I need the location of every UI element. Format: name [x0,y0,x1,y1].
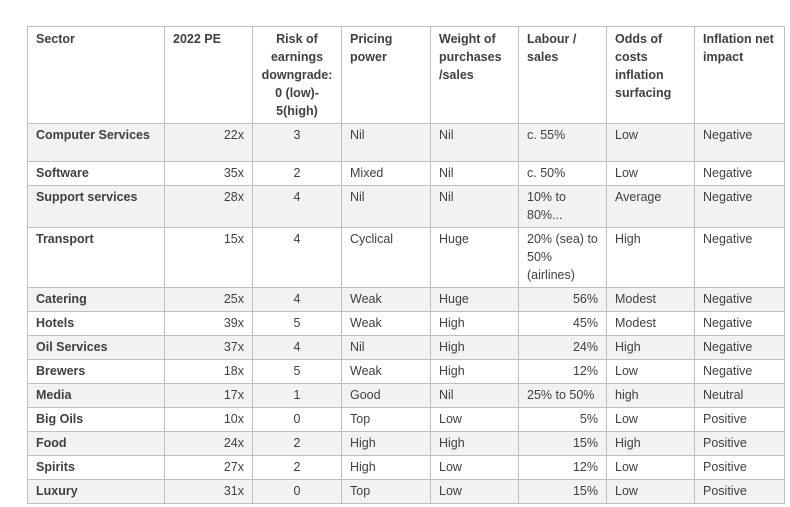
cell-pe: 22x [165,124,253,162]
table-row [28,408,785,432]
cell-risk: 2 [253,456,342,480]
cell-impact: Negative [695,162,785,186]
cell-sector: Catering [28,288,165,312]
cell-pricing: Weak [342,288,431,312]
header-labour: Labour / sales [519,27,607,124]
table-row [28,312,785,336]
cell-weight: Low [431,480,519,504]
header-pe: 2022 PE [165,27,253,124]
cell-labour: 12% [519,456,607,480]
table-row [28,288,785,312]
cell-pe: 10x [165,408,253,432]
cell-labour: 20% (sea) to 50% (airlines) [519,228,607,288]
cell-pricing: Nil [342,186,431,228]
cell-impact: Negative [695,336,785,360]
cell-sector: Luxury [28,480,165,504]
cell-pricing: Mixed [342,162,431,186]
cell-impact: Positive [695,480,785,504]
table-row [28,360,785,384]
cell-risk: 5 [253,312,342,336]
cell-odds: High [607,432,695,456]
table-row [28,336,785,360]
table-row [28,228,785,288]
cell-pricing: Weak [342,312,431,336]
cell-pe: 35x [165,162,253,186]
table-body [28,124,785,504]
cell-pricing: High [342,456,431,480]
cell-sector: Software [28,162,165,186]
cell-pricing: Nil [342,124,431,162]
cell-sector: Oil Services [28,336,165,360]
cell-impact: Positive [695,408,785,432]
cell-labour: 24% [519,336,607,360]
cell-pricing: Top [342,408,431,432]
table-row [28,456,785,480]
cell-labour: c. 50% [519,162,607,186]
cell-labour: c. 55% [519,124,607,162]
cell-pricing: High [342,432,431,456]
cell-odds: Low [607,360,695,384]
cell-sector: Brewers [28,360,165,384]
cell-sector: Transport [28,228,165,288]
cell-labour: 12% [519,360,607,384]
header-weight: Weight of purchases /sales [431,27,519,124]
cell-odds: High [607,228,695,288]
cell-pe: 39x [165,312,253,336]
cell-pe: 37x [165,336,253,360]
cell-pe: 28x [165,186,253,228]
cell-weight: Low [431,408,519,432]
cell-risk: 0 [253,480,342,504]
cell-impact: Negative [695,228,785,288]
cell-odds: high [607,384,695,408]
table-row [28,432,785,456]
table-row [28,480,785,504]
cell-risk: 4 [253,336,342,360]
cell-pe: 31x [165,480,253,504]
cell-pricing: Good [342,384,431,408]
cell-labour: 5% [519,408,607,432]
cell-labour: 25% to 50% [519,384,607,408]
cell-weight: High [431,360,519,384]
cell-weight: Nil [431,186,519,228]
cell-impact: Negative [695,312,785,336]
table-row [28,186,785,228]
cell-impact: Negative [695,124,785,162]
cell-weight: Nil [431,384,519,408]
cell-weight: Huge [431,228,519,288]
cell-pricing: Weak [342,360,431,384]
cell-impact: Negative [695,186,785,228]
cell-pe: 17x [165,384,253,408]
cell-risk: 4 [253,288,342,312]
cell-pricing: Nil [342,336,431,360]
cell-sector: Food [28,432,165,456]
cell-weight: Nil [431,124,519,162]
cell-risk: 1 [253,384,342,408]
cell-impact: Positive [695,456,785,480]
cell-labour: 45% [519,312,607,336]
cell-sector: Spirits [28,456,165,480]
cell-labour: 15% [519,480,607,504]
cell-odds: Modest [607,288,695,312]
cell-odds: Low [607,162,695,186]
cell-weight: High [431,312,519,336]
cell-pe: 18x [165,360,253,384]
cell-odds: Average [607,186,695,228]
cell-weight: Huge [431,288,519,312]
cell-impact: Neutral [695,384,785,408]
cell-pe: 24x [165,432,253,456]
cell-risk: 4 [253,186,342,228]
cell-odds: High [607,336,695,360]
cell-risk: 2 [253,432,342,456]
cell-pricing: Top [342,480,431,504]
cell-weight: Nil [431,162,519,186]
table-row [28,124,785,162]
header-row [28,27,785,124]
cell-pe: 27x [165,456,253,480]
cell-labour: 56% [519,288,607,312]
cell-odds: Low [607,124,695,162]
cell-pricing: Cyclical [342,228,431,288]
cell-risk: 4 [253,228,342,288]
cell-odds: Low [607,456,695,480]
header-impact: Inflation net impact [695,27,785,124]
cell-labour: 10% to 80%... [519,186,607,228]
cell-pe: 25x [165,288,253,312]
sector-inflation-table [27,26,785,504]
cell-sector: Big Oils [28,408,165,432]
cell-weight: High [431,336,519,360]
cell-sector: Media [28,384,165,408]
cell-pe: 15x [165,228,253,288]
cell-odds: Low [607,480,695,504]
cell-risk: 0 [253,408,342,432]
cell-impact: Negative [695,288,785,312]
cell-risk: 3 [253,124,342,162]
cell-risk: 5 [253,360,342,384]
header-odds: Odds of costs inflation surfacing [607,27,695,124]
cell-impact: Positive [695,432,785,456]
header-risk: Risk of earnings downgrade: 0 (low)- 5(high) [253,27,342,124]
cell-sector: Support services [28,186,165,228]
cell-odds: Modest [607,312,695,336]
cell-odds: Low [607,408,695,432]
table-row [28,384,785,408]
header-pricing: Pricing power [342,27,431,124]
cell-sector: Computer Services [28,124,165,162]
cell-labour: 15% [519,432,607,456]
header-sector: Sector [28,27,165,124]
cell-risk: 2 [253,162,342,186]
table-row [28,162,785,186]
cell-weight: Low [431,456,519,480]
cell-sector: Hotels [28,312,165,336]
cell-weight: High [431,432,519,456]
cell-impact: Negative [695,360,785,384]
